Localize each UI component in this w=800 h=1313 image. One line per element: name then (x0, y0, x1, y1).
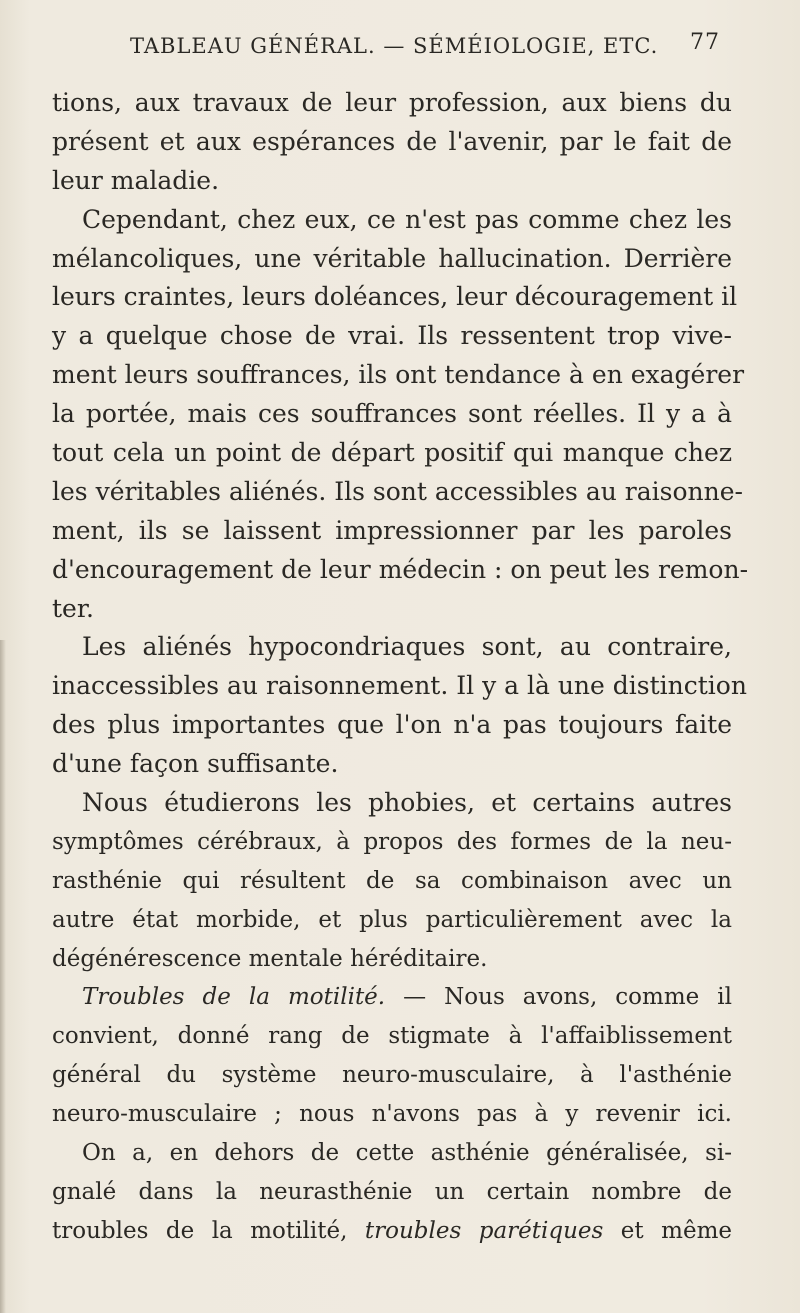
text-line: les véritables aliénés. Ils sont accessibles au raisonne- (52, 476, 743, 506)
text-line: d'encouragement de leur médecin : on peut les remon- (52, 554, 749, 584)
running-header (130, 30, 720, 70)
text-line: convient, donné rang de stigmate à l'affaiblissement (52, 1023, 732, 1050)
text-line: d'une façon suffisante. (52, 749, 339, 779)
text-line (52, 1212, 732, 1251)
text-line: On a, en dehors de cette asthénie généralisée, si- (82, 1140, 732, 1167)
text-line: général du système neuro-musculaire, à l'asthénie (52, 1062, 732, 1089)
text-line: Nous étudierons les phobies, et certains autres (82, 788, 732, 818)
page-edge-shadow (0, 640, 6, 1313)
text-segment: troubles de la motilité, (52, 1217, 365, 1244)
text-line: Cependant, chez eux, ce n'est pas comme chez les (82, 204, 732, 234)
text-line: gnalé dans la neurasthénie un certain nombre de (52, 1178, 732, 1205)
text-line: autre état morbide, et plus particulièrement avec la (52, 906, 732, 933)
text-line: mélancoliques, une véritable hallucination. Derrière (52, 243, 732, 273)
text-line: ment, ils se laissent impressionner par les paroles (52, 515, 732, 545)
text-line: dégénérescence mentale héréditaire. (52, 945, 488, 972)
text-line: leur maladie. (52, 165, 220, 195)
text-line: des plus importantes que l'on n'a pas toujours faite (52, 710, 732, 740)
text-line: neuro-musculaire ; nous n'avons pas à y revenir ici. (52, 1101, 732, 1128)
text-line (52, 978, 732, 1017)
running-title: TABLEAU GÉNÉRAL. — SÉMÉIOLOGIE, ETC. (130, 34, 659, 58)
italic-term: troubles parétiques (364, 1217, 604, 1244)
text-line: ter. (52, 593, 94, 623)
text-line: la portée, mais ces souffrances sont réelles. Il y a à (52, 399, 732, 429)
text-line: Les aliénés hypocondriaques sont, au contraire, (82, 632, 732, 662)
text-line: symptômes cérébraux, à propos des formes de la neu- (52, 828, 732, 855)
section-heading: Troubles de la motilité. (82, 984, 386, 1011)
text-line: ment leurs souffrances, ils ont tendance à en exagérer (52, 360, 745, 390)
text-line: tout cela un point de départ positif qui manque chez (52, 438, 732, 468)
page-number: 77 (690, 30, 720, 55)
text-line: présent et aux espérances de l'avenir, par le fait de (52, 126, 732, 156)
text-segment: et même (603, 1217, 732, 1244)
body-text (52, 84, 749, 1251)
text-line: inaccessibles au raisonnement. Il y a là une distinction (52, 671, 747, 701)
text-segment: — Nous avons, comme il (385, 984, 732, 1011)
text-line: leurs craintes, leurs doléances, leur découragement il (52, 282, 738, 312)
text-line: y a quelque chose de vrai. Ils ressentent trop vive- (52, 321, 732, 351)
text-line: rasthénie qui résultent de sa combinaison avec un (52, 867, 732, 894)
text-line: tions, aux travaux de leur profession, aux biens du (52, 88, 732, 117)
